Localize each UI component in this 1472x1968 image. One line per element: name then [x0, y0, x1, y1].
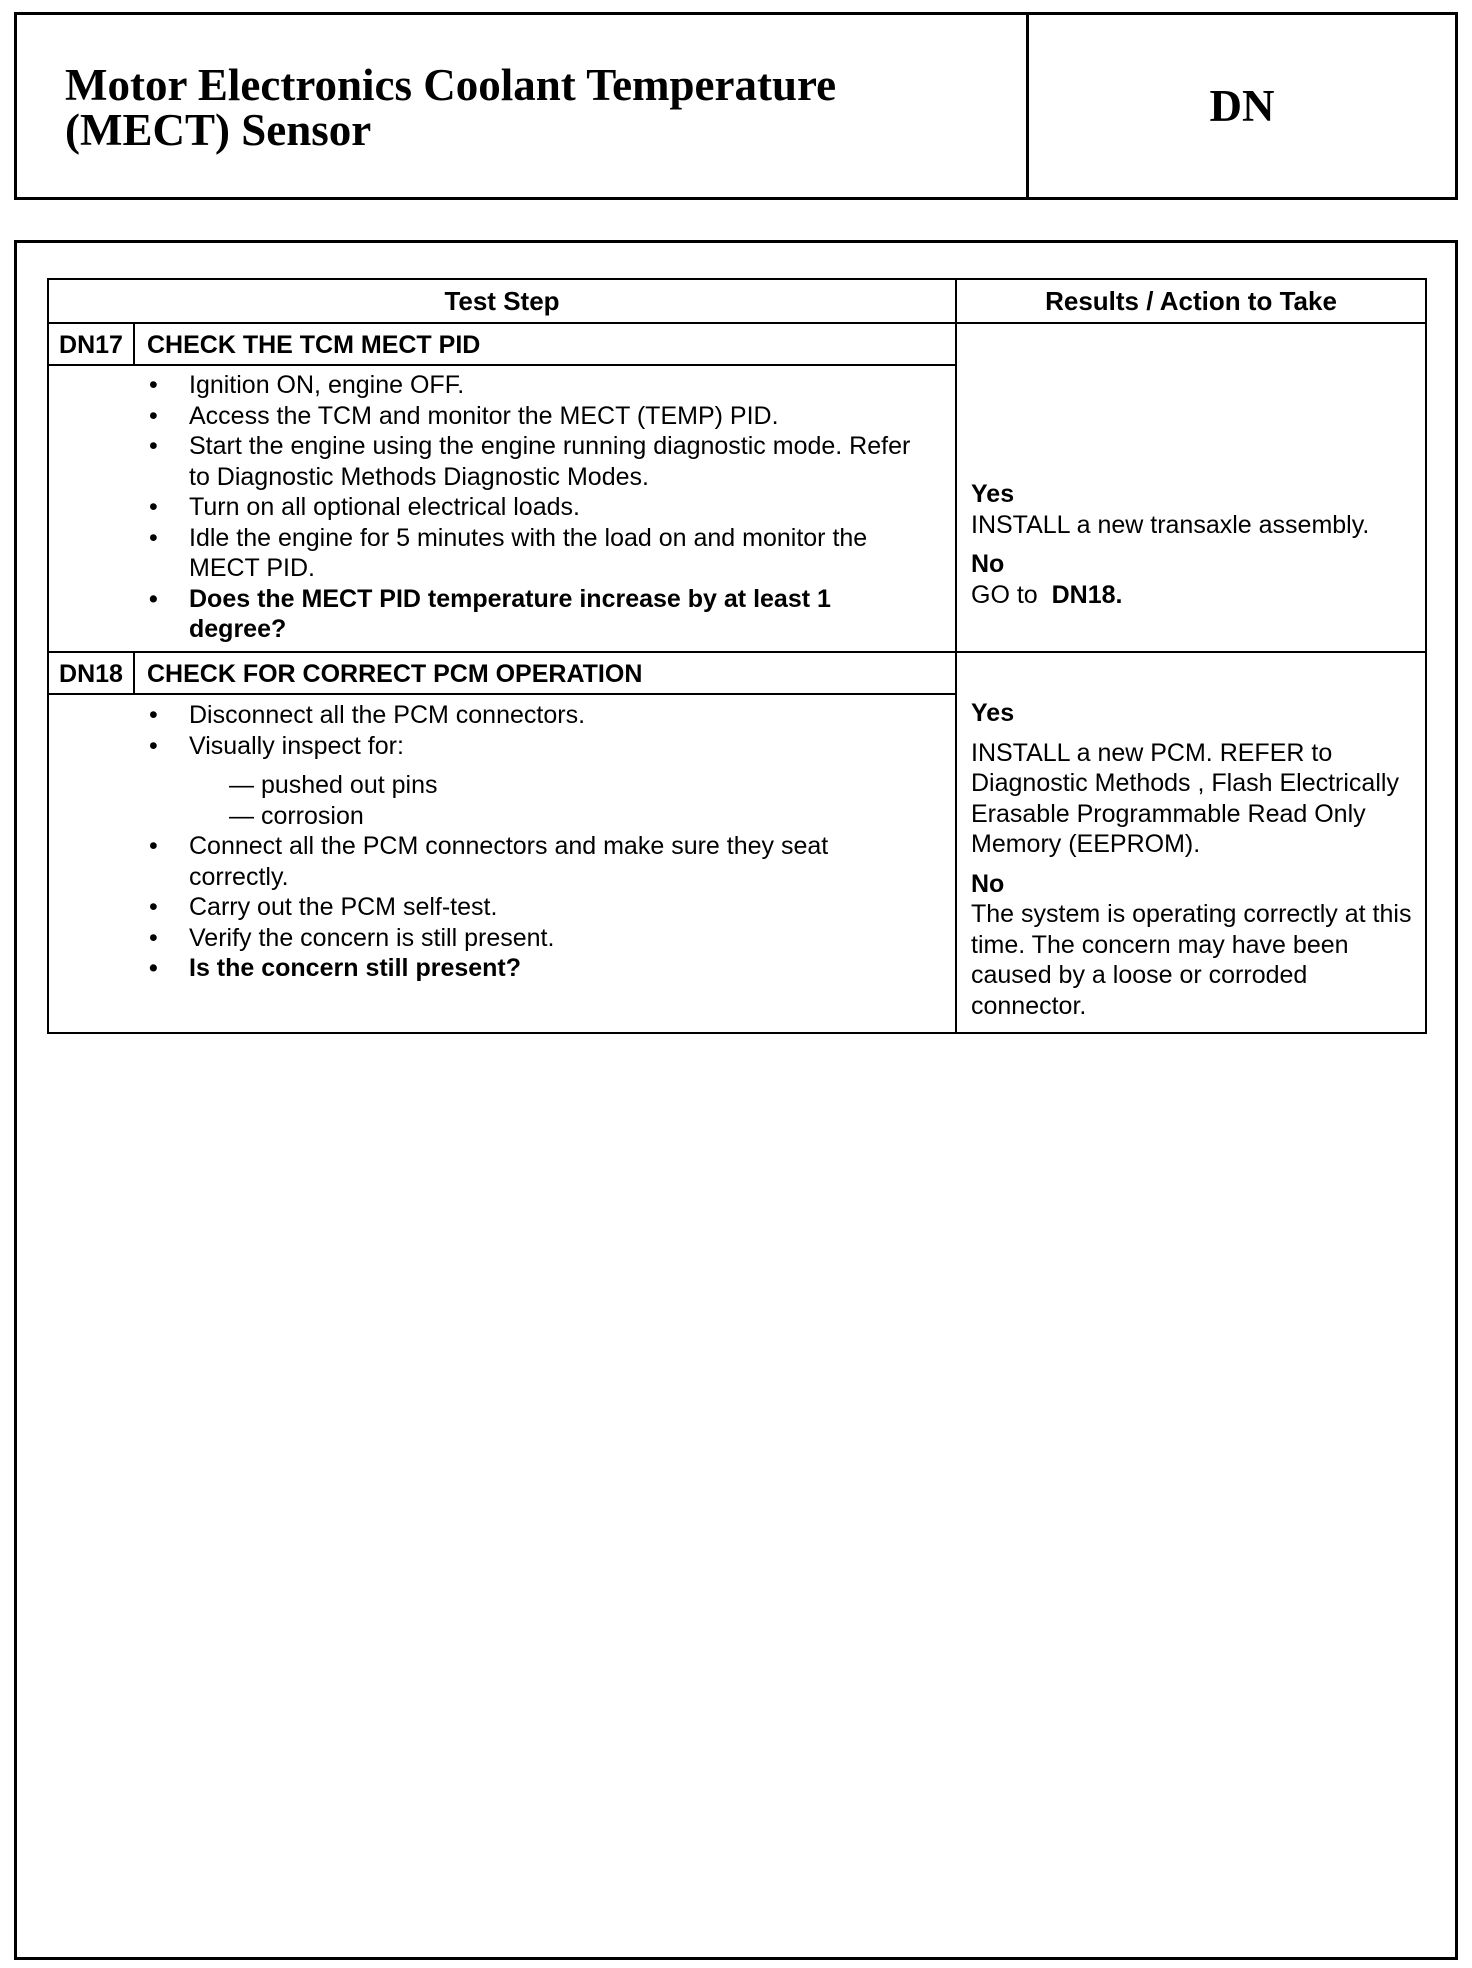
- step-instructions: [49, 700, 949, 984]
- result-no-text: The system is operating correctly at this time. The concern may have been caused by a loose or corroded connector.: [971, 900, 1412, 1020]
- instruction-item: • Carry out the PCM self-test.: [49, 892, 949, 923]
- step-id: DN18: [59, 659, 123, 688]
- step-title: CHECK THE TCM MECT PID: [147, 330, 481, 359]
- column-header-test-step: Test Step: [444, 285, 560, 316]
- instruction-subitem: — pushed out pins: [229, 771, 438, 799]
- page-title-line-1: Motor Electronics Coolant Temperature: [65, 60, 837, 110]
- step-instructions: [49, 370, 949, 645]
- instruction-item: • Access the TCM and monitor the MECT (TEMP) PID.: [49, 401, 949, 432]
- result-no-line: [971, 580, 1427, 611]
- result-yes-text: INSTALL a new transaxle assembly.: [971, 510, 1370, 539]
- instruction-subitem: — corrosion: [229, 801, 364, 830]
- result-no-text: GO to: [971, 580, 1038, 609]
- step-id: DN17: [59, 330, 123, 359]
- instruction-item: • Start the engine using the engine running diagnostic mode. Refer to Diagnostic Methods Diagnostic Modes.: [49, 431, 949, 492]
- step-result: [971, 698, 1427, 1021]
- section-code: DN: [1209, 81, 1275, 131]
- instruction-question: • Is the concern still present?: [49, 953, 949, 984]
- step-result: [971, 479, 1427, 610]
- instruction-item: • Connect all the PCM connectors and make sure they seat correctly.: [49, 831, 949, 892]
- result-no-label: No: [971, 869, 1005, 898]
- step-title: CHECK FOR CORRECT PCM OPERATION: [147, 659, 643, 688]
- instruction-item: • Visually inspect for:: [49, 731, 949, 762]
- header-box: [14, 12, 1458, 200]
- step-id-divider: [133, 322, 135, 364]
- column-header-results: Results / Action to Take: [1045, 285, 1337, 316]
- page-title-line-2: (MECT) Sensor: [65, 105, 372, 155]
- column-divider: [955, 280, 957, 1032]
- page-title: [65, 60, 1005, 155]
- instruction-item: • Idle the engine for 5 minutes with the load on and monitor the MECT PID.: [49, 523, 949, 584]
- instruction-question: • Does the MECT PID temperature increase by at least 1 degree?: [49, 584, 949, 645]
- instruction-item: • Verify the concern is still present.: [49, 923, 949, 954]
- instruction-item: • Ignition ON, engine OFF.: [49, 370, 949, 401]
- step-id-divider: [133, 651, 135, 693]
- diagnostic-table: [47, 278, 1427, 1034]
- step-reference-link[interactable]: DN18.: [1051, 580, 1123, 609]
- instruction-item: • Disconnect all the PCM connectors.: [49, 700, 949, 731]
- result-yes-text: INSTALL a new PCM. REFER to Diagnostic Methods , Flash Electrically Erasable Programmable Read Only Memory (EEPROM).: [971, 738, 1399, 858]
- result-no-label: No: [971, 550, 1005, 578]
- result-yes-label: Yes: [971, 699, 1015, 727]
- instruction-item: • Turn on all optional electrical loads.: [49, 492, 949, 523]
- result-yes-label: Yes: [971, 480, 1015, 508]
